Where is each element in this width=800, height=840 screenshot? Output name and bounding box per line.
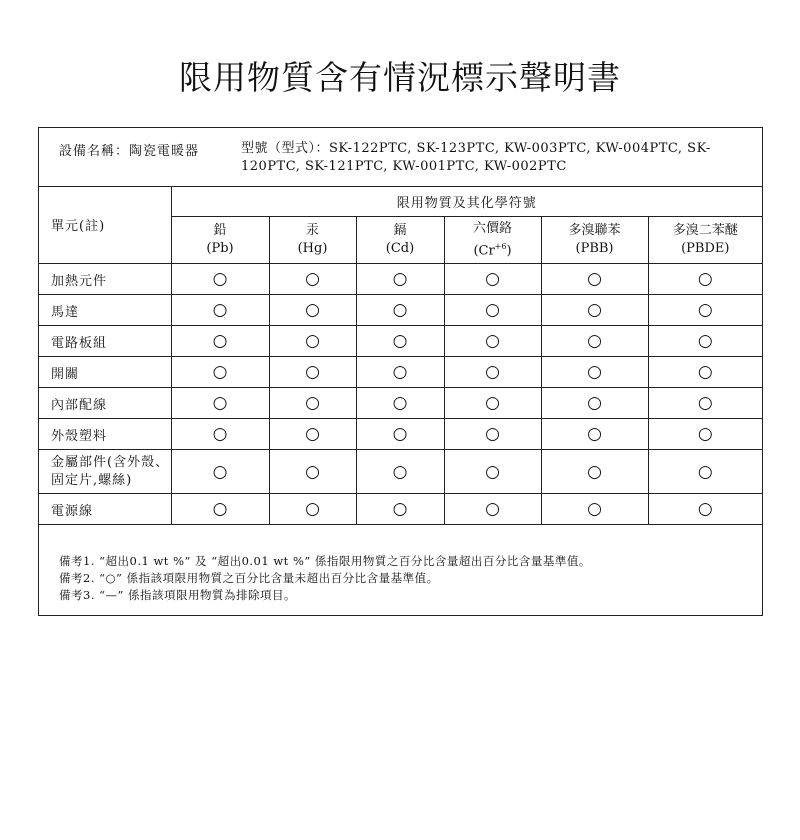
substance-mark: ○ <box>171 494 269 525</box>
unit-label: 內部配線 <box>39 388 171 419</box>
substance-mark: ○ <box>541 419 648 450</box>
table-row <box>39 295 762 326</box>
substance-mark: ○ <box>444 494 541 525</box>
remark-2: 備考2. “○” 係指該項限用物質之百分比含量未超出百分比含量基準值。 <box>59 571 439 585</box>
substance-mark: ○ <box>444 295 541 326</box>
remarks <box>59 553 591 604</box>
substance-mark: ○ <box>444 388 541 419</box>
substance-mark: ○ <box>269 419 356 450</box>
substance-mark: ○ <box>171 450 269 494</box>
table-row <box>39 419 762 450</box>
unit-label: 開關 <box>39 357 171 388</box>
substance-mark: ○ <box>648 357 762 388</box>
table-row <box>39 494 762 525</box>
substance-header-cadmium: 鎘 (Cd) <box>356 217 444 264</box>
substance-mark: ○ <box>648 388 762 419</box>
substance-mark: ○ <box>171 357 269 388</box>
substance-mark: ○ <box>356 494 444 525</box>
table-row <box>39 264 762 295</box>
unit-label: 電源線 <box>39 494 171 525</box>
unit-header: 單元(註) <box>39 186 171 264</box>
substance-mark: ○ <box>356 326 444 357</box>
substance-mark: ○ <box>648 450 762 494</box>
substance-mark: ○ <box>444 326 541 357</box>
table-row <box>39 357 762 388</box>
unit-label: 加熱元件 <box>39 264 171 295</box>
table-row <box>39 388 762 419</box>
remark-3: 備考3. “—” 係指該項限用物質為排除項目。 <box>59 588 297 602</box>
substance-mark: ○ <box>541 295 648 326</box>
substance-mark: ○ <box>171 419 269 450</box>
substance-mark: ○ <box>269 357 356 388</box>
substance-mark: ○ <box>648 326 762 357</box>
unit-label: 電路板組 <box>39 326 171 357</box>
substance-header-mercury: 汞 (Hg) <box>269 217 356 264</box>
substance-mark: ○ <box>356 419 444 450</box>
substance-header-pbde: 多溴二苯醚 (PBDE) <box>648 217 762 264</box>
substance-mark: ○ <box>648 264 762 295</box>
unit-label: 外殼塑料 <box>39 419 171 450</box>
substance-mark: ○ <box>171 295 269 326</box>
substance-mark: ○ <box>269 388 356 419</box>
substance-mark: ○ <box>444 419 541 450</box>
substance-mark: ○ <box>444 357 541 388</box>
substance-mark: ○ <box>541 357 648 388</box>
substance-mark: ○ <box>541 494 648 525</box>
substance-mark: ○ <box>541 450 648 494</box>
remark-1: 備考1. “超出0.1 wt %” 及 “超出0.01 wt %” 係指限用物質之百分比含量超出百分比含量基準值。 <box>59 554 591 568</box>
substance-group-header: 限用物質及其化學符號 <box>171 186 762 217</box>
table-row <box>39 450 762 494</box>
substance-mark: ○ <box>541 264 648 295</box>
substance-mark: ○ <box>269 326 356 357</box>
substance-mark: ○ <box>269 450 356 494</box>
unit-label: 金屬部件(含外殼、固定片,螺絲) <box>39 450 171 494</box>
substance-mark: ○ <box>171 388 269 419</box>
substance-header-lead: 鉛 (Pb) <box>171 217 269 264</box>
equipment-header <box>39 128 762 187</box>
page-title: 限用物質含有情況標示聲明書 <box>179 58 621 97</box>
substance-header-chromium: 六價鉻 $(Cr^{+6})$ <box>444 217 541 264</box>
substance-mark: ○ <box>171 264 269 295</box>
unit-label: 馬達 <box>39 295 171 326</box>
equipment-name: 設備名稱：陶瓷電暖器 <box>59 144 200 159</box>
substance-mark: ○ <box>171 326 269 357</box>
substance-header-pbb: 多溴聯苯 (PBB) <box>541 217 648 264</box>
substance-mark: ○ <box>444 264 541 295</box>
model-numbers: 型號（型式）：SK-122PTC, SK-123PTC, KW-003PTC, KW-004PTC, SK-120PTC, SK-121PTC, KW-001PTC, KW-002PTC <box>241 141 711 174</box>
substance-mark: ○ <box>648 419 762 450</box>
substance-mark: ○ <box>648 494 762 525</box>
substance-mark: ○ <box>444 450 541 494</box>
table-row <box>39 326 762 357</box>
substance-mark: ○ <box>356 450 444 494</box>
substance-mark: ○ <box>269 264 356 295</box>
substance-mark: ○ <box>356 357 444 388</box>
substance-mark: ○ <box>269 295 356 326</box>
substance-mark: ○ <box>356 295 444 326</box>
substance-mark: ○ <box>648 295 762 326</box>
declaration-table-frame <box>38 127 763 616</box>
substance-table <box>39 186 762 525</box>
substance-mark: ○ <box>541 388 648 419</box>
substance-mark: ○ <box>356 264 444 295</box>
substance-mark: ○ <box>269 494 356 525</box>
substance-mark: ○ <box>541 326 648 357</box>
substance-mark: ○ <box>356 388 444 419</box>
